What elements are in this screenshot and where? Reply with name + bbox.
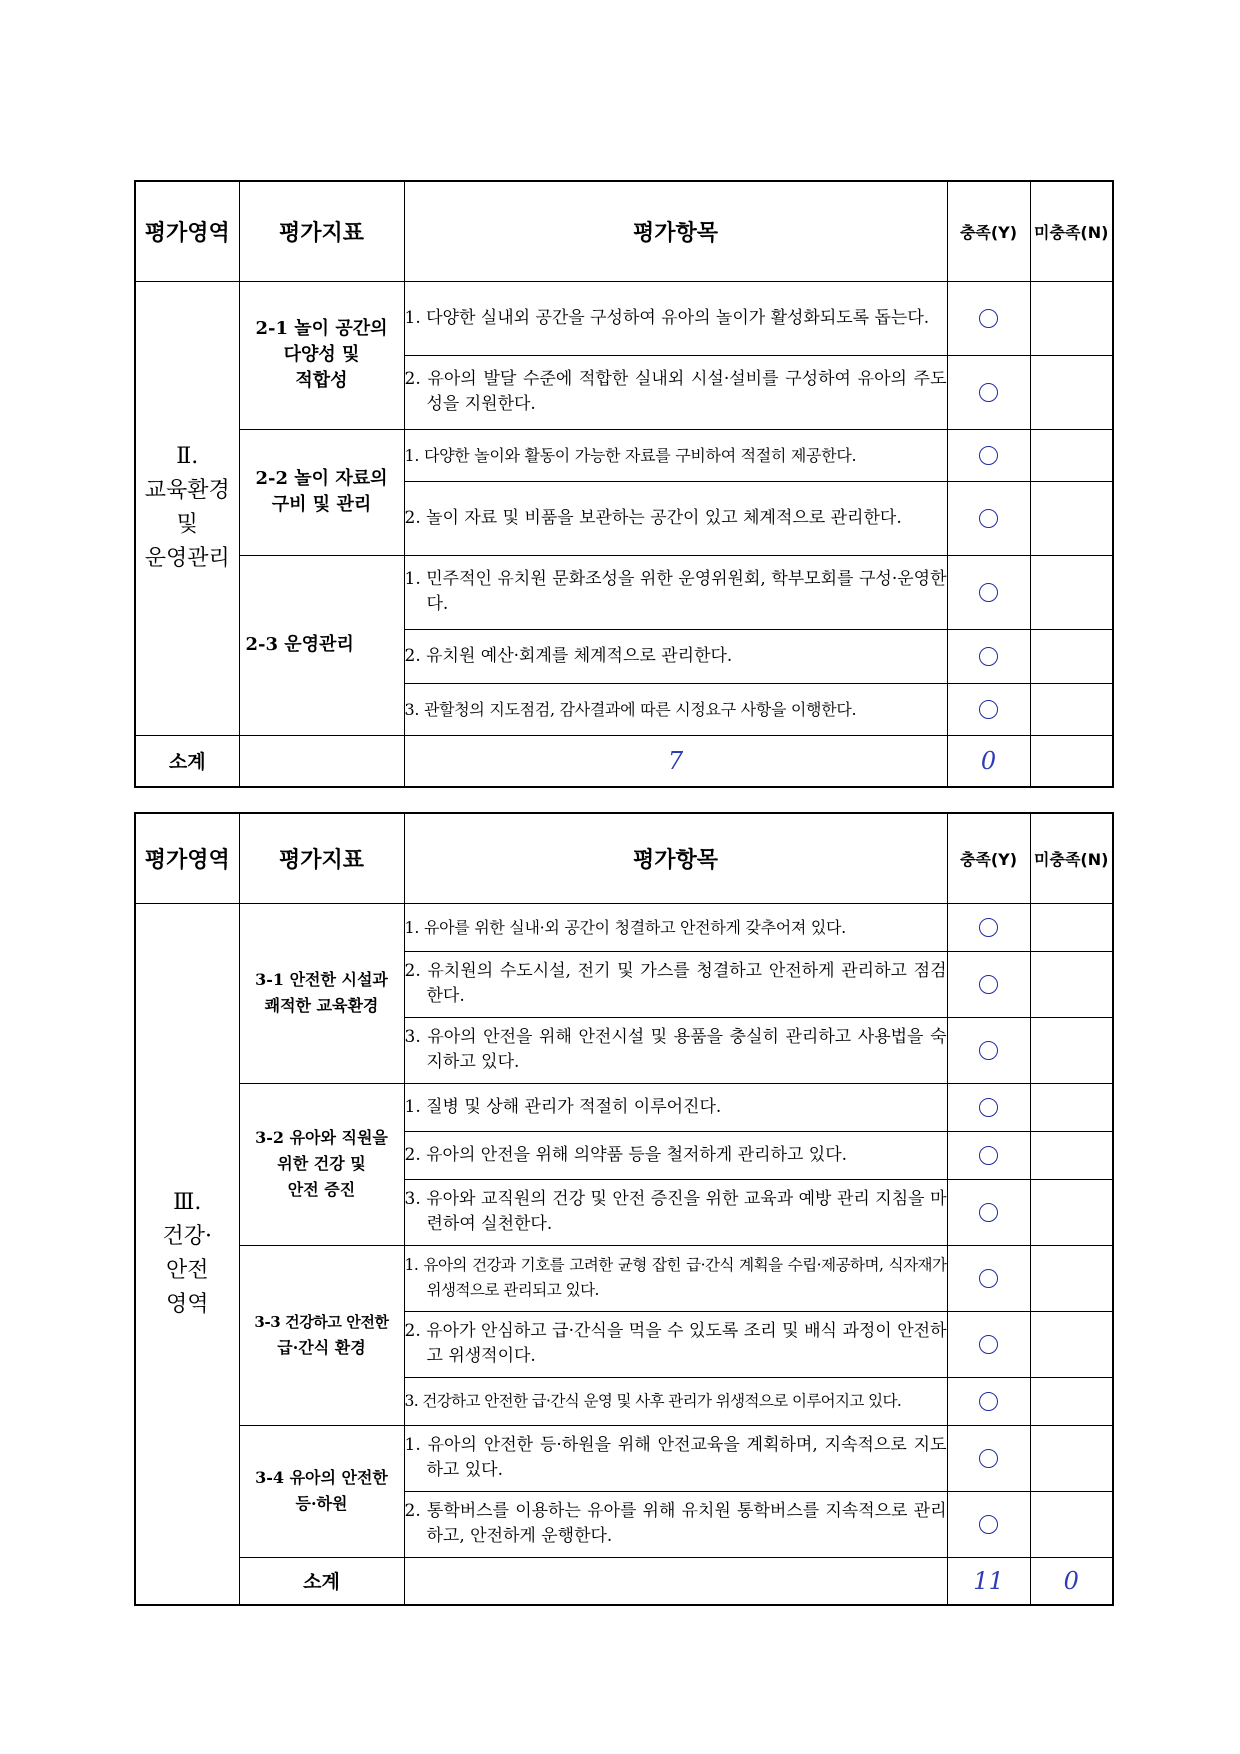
item-cell (404, 281, 947, 355)
unmet-cell[interactable] (1030, 1131, 1113, 1179)
circle-mark-icon (979, 647, 998, 666)
item-text: 3. 유아와 교직원의 건강 및 안전 증진을 위한 교육과 예방 관리 지침을 마련하여 실천한다. (404, 1189, 947, 1234)
item-cell (404, 903, 947, 951)
header-unmet: 미충족(N) (1030, 813, 1113, 903)
item-cell (404, 951, 947, 1017)
item-text: 2. 유아의 안전을 위해 의약품 등을 철저하게 관리하고 있다. (404, 1144, 848, 1165)
circle-mark-icon (979, 446, 998, 465)
subtotal-empty-cell (239, 735, 404, 787)
circle-mark-icon (979, 309, 998, 328)
unmet-cell[interactable] (1030, 1017, 1113, 1083)
unmet-cell[interactable] (1030, 903, 1113, 951)
unmet-cell[interactable] (1030, 281, 1113, 355)
indicator-line: 2-2 놀이 자료의 (255, 468, 388, 489)
indicator-line: 다양성 및 (283, 344, 360, 365)
header-area: 평가영역 (135, 813, 239, 903)
unmet-cell[interactable] (1030, 555, 1113, 629)
area-line: 건강· (162, 1223, 212, 1249)
unmet-cell[interactable] (1030, 1491, 1113, 1557)
item-cell (404, 629, 947, 683)
item-text: 3. 유아의 안전을 위해 안전시설 및 용품을 충실히 관리하고 사용법을 숙지하고 있다. (404, 1027, 947, 1072)
indicator-cell (239, 1425, 404, 1557)
met-cell[interactable] (947, 281, 1030, 355)
area-line: Ⅱ. (176, 444, 199, 469)
indicator-cell (239, 429, 404, 555)
unmet-cell[interactable] (1030, 1245, 1113, 1311)
met-count: 11 (947, 1557, 1030, 1605)
item-cell (404, 1083, 947, 1131)
header-area: 평가영역 (135, 181, 239, 281)
unmet-cell[interactable] (1030, 951, 1113, 1017)
circle-mark-icon (979, 583, 998, 602)
header-indicator: 평가지표 (239, 813, 404, 903)
header-item: 평가항목 (404, 181, 947, 281)
item-text: 1. 다양한 실내외 공간을 구성하여 유아의 놀이가 활성화되도록 돕는다. (404, 307, 930, 328)
header-item: 평가항목 (404, 813, 947, 903)
met-cell[interactable] (947, 1083, 1030, 1131)
subtotal-label: 소계 (239, 1557, 404, 1605)
met-cell[interactable] (947, 429, 1030, 481)
met-cell[interactable] (947, 555, 1030, 629)
met-cell[interactable] (947, 1179, 1030, 1245)
unmet-cell[interactable] (1030, 429, 1113, 481)
met-cell[interactable] (947, 1131, 1030, 1179)
evaluation-table-section-2 (134, 180, 1114, 788)
header-indicator: 평가지표 (239, 181, 404, 281)
indicator-cell (239, 555, 404, 735)
item-text: 1. 다양한 놀이와 활동이 가능한 자료를 구비하여 적절히 제공한다. (404, 445, 857, 465)
indicator-line: 구비 및 관리 (271, 494, 372, 515)
area-cell (135, 903, 239, 1605)
area-line: 교육환경 (144, 478, 230, 503)
indicator-cell (239, 903, 404, 1083)
unmet-cell[interactable] (1030, 1179, 1113, 1245)
met-cell[interactable] (947, 1311, 1030, 1377)
indicator-cell (239, 281, 404, 429)
met-cell[interactable] (947, 355, 1030, 429)
indicator-line: 쾌적한 교육환경 (264, 996, 379, 1015)
circle-mark-icon (979, 975, 998, 994)
item-text: 2. 유아가 안심하고 급·간식을 먹을 수 있도록 조리 및 배식 과정이 안전하고 위생적이다. (404, 1321, 947, 1366)
met-cell[interactable] (947, 1245, 1030, 1311)
item-text: 2. 유치원 예산·회계를 체계적으로 관리한다. (404, 645, 733, 666)
item-cell (404, 1425, 947, 1491)
item-text: 3. 건강하고 안전한 급·간식 운영 및 사후 관리가 위생적으로 이루어지고 있다. (404, 1391, 902, 1410)
unmet-cell[interactable] (1030, 1083, 1113, 1131)
indicator-line: 3-1 안전한 시설과 (255, 970, 388, 989)
met-cell[interactable] (947, 481, 1030, 555)
unmet-cell[interactable] (1030, 1377, 1113, 1425)
area-line: 안전 (165, 1257, 209, 1283)
unmet-cell[interactable] (1030, 683, 1113, 735)
unmet-cell[interactable] (1030, 1311, 1113, 1377)
area-line: 및 (176, 512, 198, 537)
indicator-line: 등·하원 (295, 1494, 348, 1513)
area-cell (135, 281, 239, 735)
item-text: 1. 유아를 위한 실내·외 공간이 청결하고 안전하게 갖추어져 있다. (404, 917, 846, 937)
met-cell[interactable] (947, 903, 1030, 951)
indicator-line: 적합성 (295, 370, 348, 391)
indicator-line: 2-3 운영관리 (245, 634, 354, 655)
item-cell (404, 1311, 947, 1377)
indicator-line: 안전 증진 (287, 1180, 356, 1199)
header-unmet: 미충족(N) (1030, 181, 1113, 281)
subtotal-empty-cell (404, 1557, 947, 1605)
item-cell (404, 429, 947, 481)
item-cell (404, 1179, 947, 1245)
indicator-line: 위한 건강 및 (277, 1154, 366, 1173)
evaluation-table-section-3 (134, 812, 1114, 1606)
indicator-line: 3-4 유아의 안전한 (255, 1468, 388, 1487)
indicator-line: 3-2 유아와 직원을 (255, 1128, 388, 1147)
item-text: 2. 통학버스를 이용하는 유아를 위해 유치원 통학버스를 지속적으로 관리하고, 안전하게 운행한다. (404, 1501, 947, 1546)
met-cell[interactable] (947, 1017, 1030, 1083)
item-cell (404, 1131, 947, 1179)
circle-mark-icon (979, 1392, 998, 1411)
item-cell (404, 1245, 947, 1311)
indicator-line: 2-1 놀이 공간의 (255, 318, 388, 339)
item-text: 2. 놀이 자료 및 비품을 보관하는 공간이 있고 체계적으로 관리한다. (404, 507, 902, 528)
item-cell (404, 555, 947, 629)
area-line: 운영관리 (144, 546, 230, 571)
circle-mark-icon (979, 509, 998, 528)
unmet-cell[interactable] (1030, 1425, 1113, 1491)
unmet-count: 0 (1030, 1557, 1113, 1605)
item-text: 2. 유치원의 수도시설, 전기 및 가스를 청결하고 안전하게 관리하고 점검한다. (404, 961, 947, 1006)
item-cell (404, 481, 947, 555)
unmet-count: 0 (947, 735, 1030, 787)
item-text: 1. 유아의 안전한 등·하원을 위해 안전교육을 계획하며, 지속적으로 지도하고 있다. (404, 1435, 947, 1480)
item-text: 2. 유아의 발달 수준에 적합한 실내외 시설·설비를 구성하여 유아의 주도성을 지원한다. (404, 369, 947, 414)
circle-mark-icon (979, 1203, 998, 1222)
item-text: 3. 관할청의 지도점검, 감사결과에 따른 시정요구 사항을 이행한다. (404, 699, 857, 719)
circle-mark-icon (979, 1515, 998, 1534)
met-cell[interactable] (947, 1377, 1030, 1425)
indicator-line: 급·간식 환경 (277, 1338, 366, 1357)
met-cell[interactable] (947, 1491, 1030, 1557)
unmet-cell[interactable] (1030, 629, 1113, 683)
met-cell[interactable] (947, 629, 1030, 683)
met-cell[interactable] (947, 683, 1030, 735)
area-line: 영역 (165, 1291, 209, 1317)
indicator-cell (239, 1245, 404, 1425)
item-cell (404, 683, 947, 735)
item-cell (404, 1377, 947, 1425)
circle-mark-icon (979, 918, 998, 937)
unmet-cell[interactable] (1030, 481, 1113, 555)
item-cell (404, 355, 947, 429)
circle-mark-icon (979, 1098, 998, 1117)
header-met: 충족(Y) (947, 181, 1030, 281)
circle-mark-icon (979, 1146, 998, 1165)
item-text: 1. 유아의 건강과 기호를 고려한 균형 잡힌 급·간식 계획을 수립·제공하며, 식자재가 위생적으로 관리되고 있다. (404, 1256, 947, 1299)
header-met: 충족(Y) (947, 813, 1030, 903)
met-cell[interactable] (947, 1425, 1030, 1491)
circle-mark-icon (979, 700, 998, 719)
circle-mark-icon (979, 1449, 998, 1468)
circle-mark-icon (979, 383, 998, 402)
item-cell (404, 1017, 947, 1083)
item-cell (404, 1491, 947, 1557)
unmet-cell[interactable] (1030, 355, 1113, 429)
item-text: 1. 질병 및 상해 관리가 적절히 이루어진다. (404, 1096, 722, 1117)
met-cell[interactable] (947, 951, 1030, 1017)
item-text: 1. 민주적인 유치원 문화조성을 위한 운영위원회, 학부모회를 구성·운영한다. (404, 569, 947, 614)
circle-mark-icon (979, 1041, 998, 1060)
indicator-cell (239, 1083, 404, 1245)
circle-mark-icon (979, 1269, 998, 1288)
indicator-line: 3-3 건강하고 안전한 (254, 1313, 389, 1331)
subtotal-label: 소계 (135, 735, 239, 787)
met-count: 7 (404, 735, 947, 787)
area-line: Ⅲ. (173, 1189, 202, 1215)
circle-mark-icon (979, 1335, 998, 1354)
